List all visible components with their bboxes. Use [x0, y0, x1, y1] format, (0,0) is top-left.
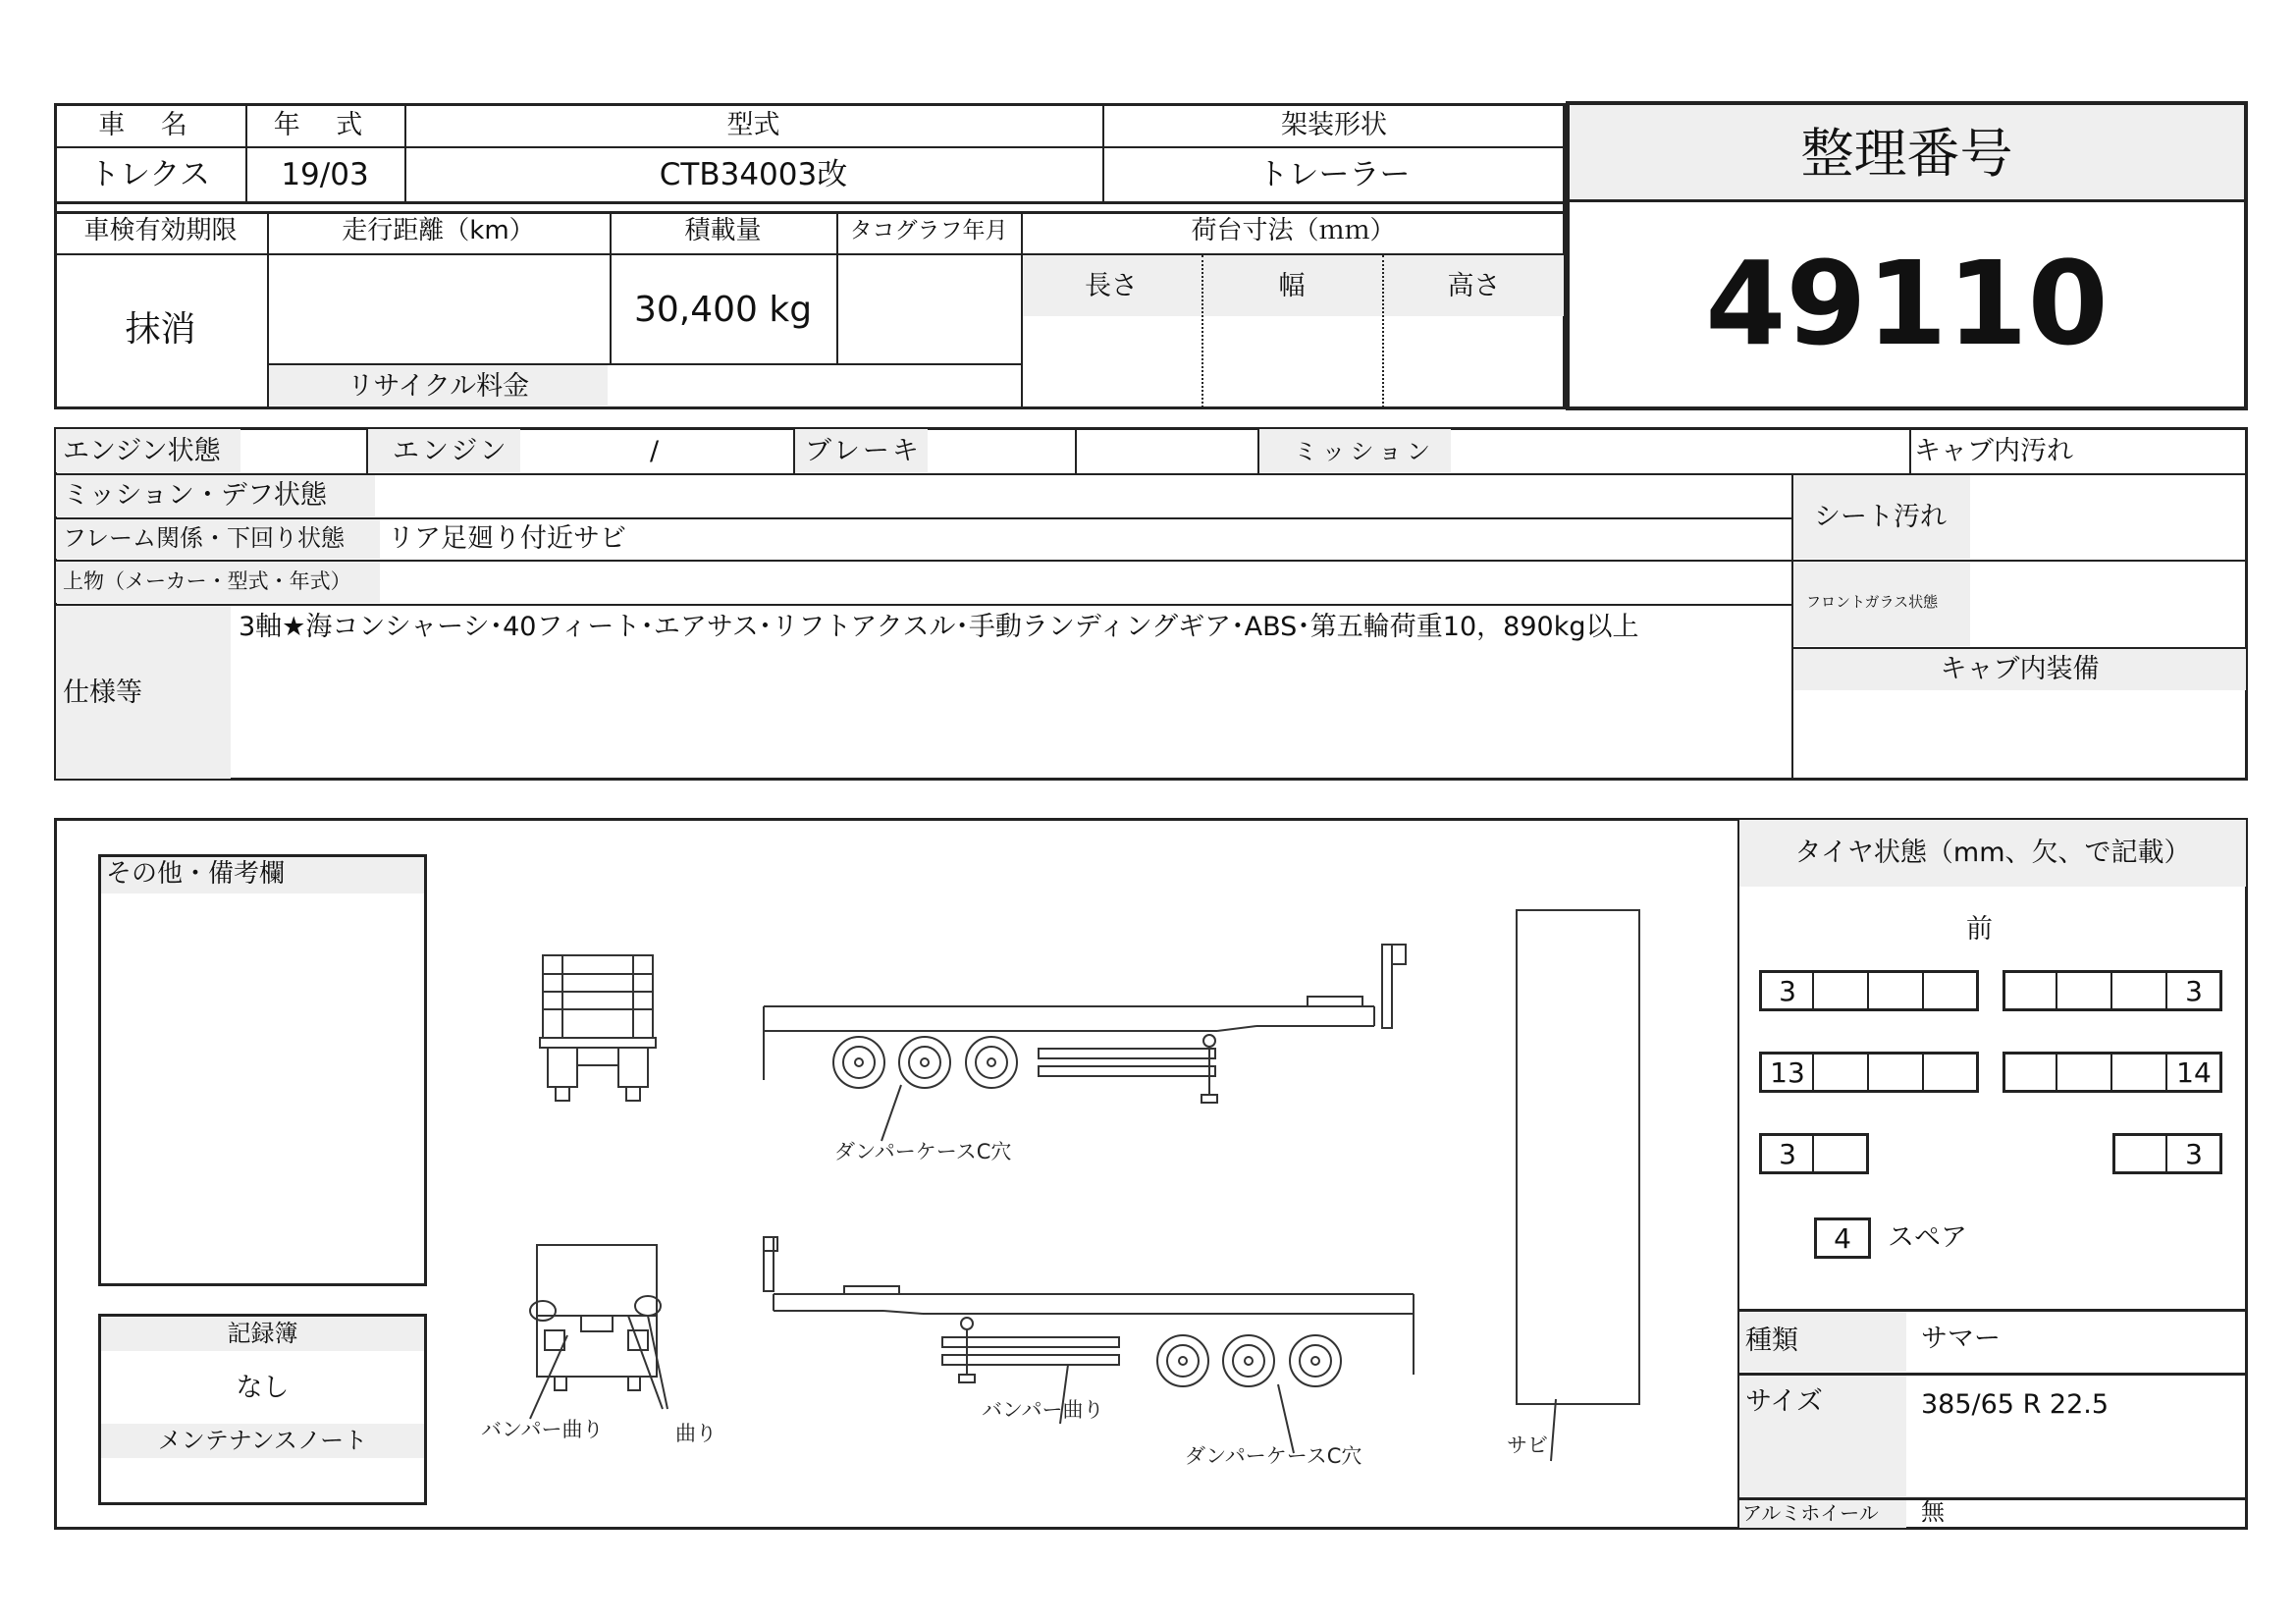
header-tachograph: タコグラフ年月 — [849, 218, 1008, 243]
trailer-diagram — [471, 884, 1708, 1492]
windshield-label: フロントガラス状態 — [1806, 593, 1939, 611]
tire-row3-right-value: 3 — [2185, 1138, 2203, 1170]
record-book-value: なし — [236, 1373, 290, 1403]
spare-tire-label: スペア — [1888, 1222, 1967, 1253]
serial-number-label: 整理番号 — [1800, 123, 2013, 185]
vehicle-year: 19/03 — [281, 157, 369, 192]
tire-size-label: サイズ — [1745, 1386, 1823, 1417]
bend-label: 曲り — [675, 1422, 717, 1446]
upper-body-label: 上物（メーカー・型式・年式） — [63, 569, 351, 593]
cab-equipment-label: キャブ内装備 — [1940, 654, 2100, 684]
capacity-value: 30,400 kg — [633, 290, 813, 330]
maintenance-note-label: メンテナンスノート — [157, 1427, 368, 1454]
header-cargo-dimensions: 荷台寸法（ｍｍ） — [1191, 216, 1396, 245]
trailer-rear-view — [530, 1245, 667, 1419]
tire-row1-right-value: 3 — [2185, 975, 2203, 1007]
serial-number: 49110 — [1705, 236, 2109, 371]
header-model: 型式 — [726, 110, 780, 140]
frame-value: リア足廻り付近サビ — [388, 523, 626, 554]
mission-diff-label: ミッション・デフ状態 — [63, 480, 327, 511]
mission-label: ミッション — [1294, 438, 1436, 465]
record-book-label: 記録簿 — [227, 1320, 298, 1347]
cargo-length-label: 長さ — [1085, 271, 1138, 301]
tire-front-label: 前 — [1966, 914, 1993, 945]
frame-label: フレーム関係・下回り状態 — [63, 524, 346, 552]
engine-separator: / — [650, 436, 660, 466]
cargo-height-label: 高さ — [1447, 271, 1501, 301]
alloy-wheel-value: 無 — [1921, 1498, 1945, 1526]
damper-label-top: ダンパーケースC穴 — [834, 1140, 1012, 1164]
header-inspection-expiry: 車検有効期限 — [83, 216, 238, 245]
tire-type-label: 種類 — [1745, 1325, 1798, 1356]
rust-label: サビ — [1507, 1434, 1548, 1458]
recycle-fee-label: リサイクル料金 — [347, 371, 530, 402]
tire-row2-right-value: 14 — [2176, 1056, 2212, 1089]
tire-row1-left-value: 3 — [1779, 975, 1796, 1007]
brake-label: ブレーキ — [805, 436, 922, 466]
header-vehicle-name: 車 名 — [98, 110, 201, 140]
spec-label: 仕様等 — [63, 677, 142, 708]
spare-tire-value: 4 — [1834, 1222, 1851, 1255]
other-notes-label: その他・備考欄 — [106, 859, 286, 889]
cab-dirt-label: キャブ内汚れ — [1914, 436, 2073, 466]
cargo-width-label: 幅 — [1278, 271, 1306, 301]
engine-label: エンジン — [393, 436, 509, 466]
trailer-side-view-left — [764, 945, 1406, 1141]
inspection-expiry-value: 抹消 — [125, 309, 196, 350]
tire-row2-left-value: 13 — [1770, 1056, 1805, 1089]
tire-condition-title: タイヤ状態（mm、欠、で記載） — [1794, 838, 2191, 868]
vehicle-body-type: トレーラー — [1257, 157, 1411, 192]
vehicle-model: CTB34003改 — [659, 157, 848, 192]
tire-row3-left-value: 3 — [1779, 1138, 1796, 1170]
tire-type-value: サマー — [1921, 1324, 2001, 1354]
tire-size-value: 385/65 R 22.5 — [1921, 1389, 2109, 1420]
alloy-wheel-label: アルミホイール — [1742, 1501, 1879, 1525]
header-mileage: 走行距離（km） — [342, 216, 535, 245]
spec-value: 3軸★海コンシャーシ･40フィート･エアサス･リフトアクスル･手動ランディングギア･ABS･第五輪荷重10，890kg以上 — [239, 612, 1639, 642]
bumper-bend-label-2: バンパー曲り — [982, 1398, 1104, 1423]
seat-dirt-label: シート汚れ — [1814, 502, 1947, 532]
trailer-top-view — [1517, 910, 1639, 1404]
header-capacity: 積載量 — [684, 216, 762, 245]
trailer-front-view — [540, 955, 656, 1101]
vehicle-name: トレクス — [88, 157, 211, 192]
bumper-bend-label: バンパー曲り — [481, 1418, 604, 1442]
engine-state-label: エンジン状態 — [63, 436, 221, 466]
other-notes-box — [98, 854, 427, 1286]
header-year: 年 式 — [273, 110, 377, 140]
header-body-type: 架装形状 — [1281, 110, 1387, 140]
damper-label-bottom: ダンパーケースC穴 — [1185, 1444, 1362, 1469]
